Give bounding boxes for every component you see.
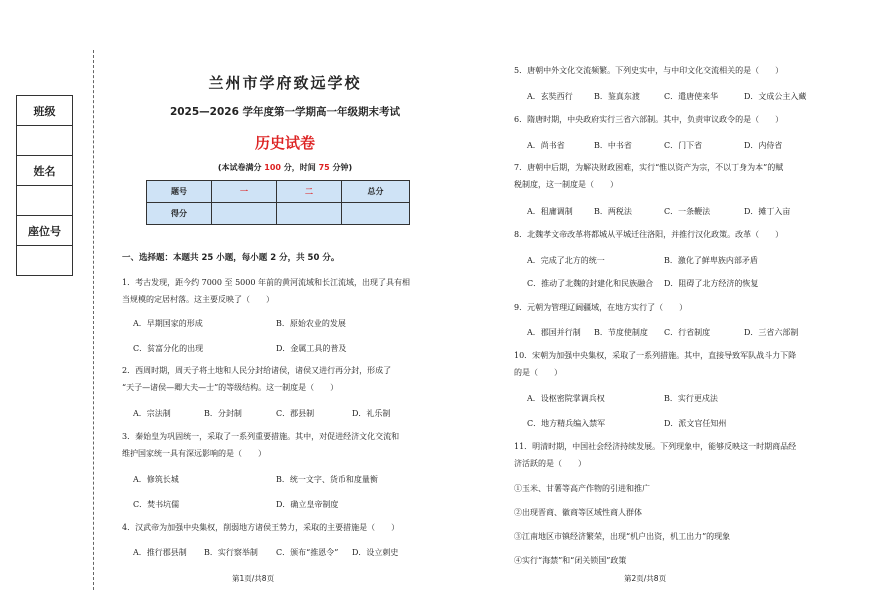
option: B．两税法 [594, 207, 632, 216]
option: B．统一文字、货币和度量衡 [276, 475, 378, 484]
binding-line [93, 50, 94, 590]
option: C．颁布“推恩令” [276, 548, 339, 557]
score-header-total: 总分 [342, 181, 410, 203]
option: C．推动了北魏的封建化和民族融合 [527, 279, 654, 288]
option: C．一条鞭法 [664, 207, 711, 216]
question-5: 5．唐朝中外文化交流频繁。下列史实中，与中印文化交流相关的是（ ） [514, 66, 784, 75]
option: D．设立刺史 [352, 548, 399, 557]
section-heading: 一、选择题：本题共 25 小题，每小题 2 分，共 50 分。 [122, 253, 340, 263]
student-info-table [16, 95, 73, 276]
option: C．郡县制 [276, 409, 315, 418]
score-header-part2: 二 [277, 181, 342, 203]
seat-label: 座位号 [17, 216, 73, 246]
option: A．早期国家的形成 [133, 319, 203, 328]
option: C．焚书坑儒 [133, 500, 180, 509]
name-field[interactable] [17, 186, 73, 216]
score-cell[interactable] [277, 203, 342, 225]
question-3: 3．秦始皇为巩固统一，采取了一系列重要措施。其中，对促进经济文化交流和 维护国家统一具有深远影响的是（ ） [122, 432, 400, 458]
exam-note: (本试卷满分 100 分，时间 75 分钟) [217, 163, 353, 172]
option: C．遣唐使来华 [664, 92, 719, 101]
option: B．鉴真东渡 [594, 92, 640, 101]
option: D．三省六部制 [744, 328, 799, 337]
question-1: 1．考古发现，距今约 7000 至 5000 年前的黄河流域和长江流域，出现了具有相 当规模的定居村落。这主要反映了（ ） [122, 278, 410, 304]
question-9: 9．元朝为管理辽阔疆域，在地方实行了（ ） [514, 303, 688, 312]
statement: ③江南地区市镇经济繁荣，出现“机户出资，机工出力”的现象 [514, 532, 731, 541]
question-8: 8．北魏孝文帝改革将都城从平城迁往洛阳，并推行汉化政策。改革（ ） [514, 230, 784, 239]
score-cell[interactable] [212, 203, 277, 225]
option: A．设枢密院掌调兵权 [527, 394, 605, 403]
score-header-number: 题号 [147, 181, 212, 203]
option: B．实行更戍法 [664, 394, 718, 403]
score-row-label: 得分 [147, 203, 212, 225]
statement: ②出现晋商、徽商等区域性商人群体 [514, 508, 642, 517]
question-10: 10．宋朝为加强中央集权，采取了一系列措施。其中，直接导致军队战斗力下降 的是（ ） [514, 351, 797, 377]
option: B．分封制 [204, 409, 242, 418]
name-label: 姓名 [17, 156, 73, 186]
option: B．激化了鲜卑族内部矛盾 [664, 256, 758, 265]
subject-title: 历史试卷 [254, 134, 315, 152]
option: C．地方精兵编入禁军 [527, 419, 606, 428]
seat-field[interactable] [17, 246, 73, 276]
option: A．完成了北方的统一 [527, 256, 605, 265]
option: C．门下省 [664, 141, 703, 150]
option: A．租庸调制 [527, 207, 573, 216]
page-footer-left: 第1页/共8页 [232, 574, 275, 583]
score-cell[interactable] [342, 203, 410, 225]
option: A．推行郡县制 [133, 548, 187, 557]
score-table [146, 180, 410, 225]
page-footer-right: 第2页/共8页 [624, 574, 667, 583]
score-header-part1: 一 [212, 181, 277, 203]
option: D．内侍省 [744, 141, 783, 150]
option: D．金属工具的普及 [276, 344, 347, 353]
option: A．宗法制 [133, 409, 171, 418]
option: D．礼乐制 [352, 409, 391, 418]
question-6: 6．隋唐时期，中央政府实行三省六部制。其中，负责审议政令的是（ ） [514, 115, 784, 124]
option: D．摊丁入亩 [744, 207, 791, 216]
question-7: 7．唐朝中后期，为解决财政困难，实行“惟以资产为宗，不以丁身为本”的赋 税制度，这一制度是（ ） [514, 163, 784, 189]
class-field[interactable] [17, 126, 73, 156]
option: A．尚书省 [527, 141, 565, 150]
option: C．贫富分化的出现 [133, 344, 204, 353]
option: D．阻碍了北方经济的恢复 [664, 279, 759, 288]
statement: ④实行“海禁”和“闭关锁国”政策 [514, 556, 627, 565]
option: D．确立皇帝制度 [276, 500, 339, 509]
option: D．文成公主入藏 [744, 92, 807, 101]
statement: ①玉米、甘薯等高产作物的引进和推广 [514, 484, 650, 493]
question-4: 4．汉武帝为加强中央集权，削弱地方诸侯王势力，采取的主要措施是（ ） [122, 523, 400, 532]
option: A．玄奘西行 [527, 92, 573, 101]
option: B．实行察举制 [204, 548, 258, 557]
option: A．修筑长城 [133, 475, 179, 484]
class-label: 班级 [17, 96, 73, 126]
option: D．派文官任知州 [664, 419, 727, 428]
question-11: 11．明清时期，中国社会经济持续发展。下列现象中，能够反映这一时期商品经 济活跃的是（ ） [514, 442, 797, 468]
exam-title: 2025—2026 学年度第一学期高一年级期末考试 [169, 106, 401, 118]
option: A．郡国并行制 [527, 328, 581, 337]
option: B．节度使制度 [594, 328, 648, 337]
question-2: 2．西周时期，周天子将土地和人民分封给诸侯，诸侯又进行再分封，形成了 “天子—诸侯—卿大夫—士”的等级结构。这一制度是（ ） [122, 366, 392, 392]
option: B．中书省 [594, 141, 632, 150]
option: C．行省制度 [664, 328, 711, 337]
school-name: 兰州市学府致远学校 [208, 74, 362, 92]
option: B．原始农业的发展 [276, 319, 346, 328]
